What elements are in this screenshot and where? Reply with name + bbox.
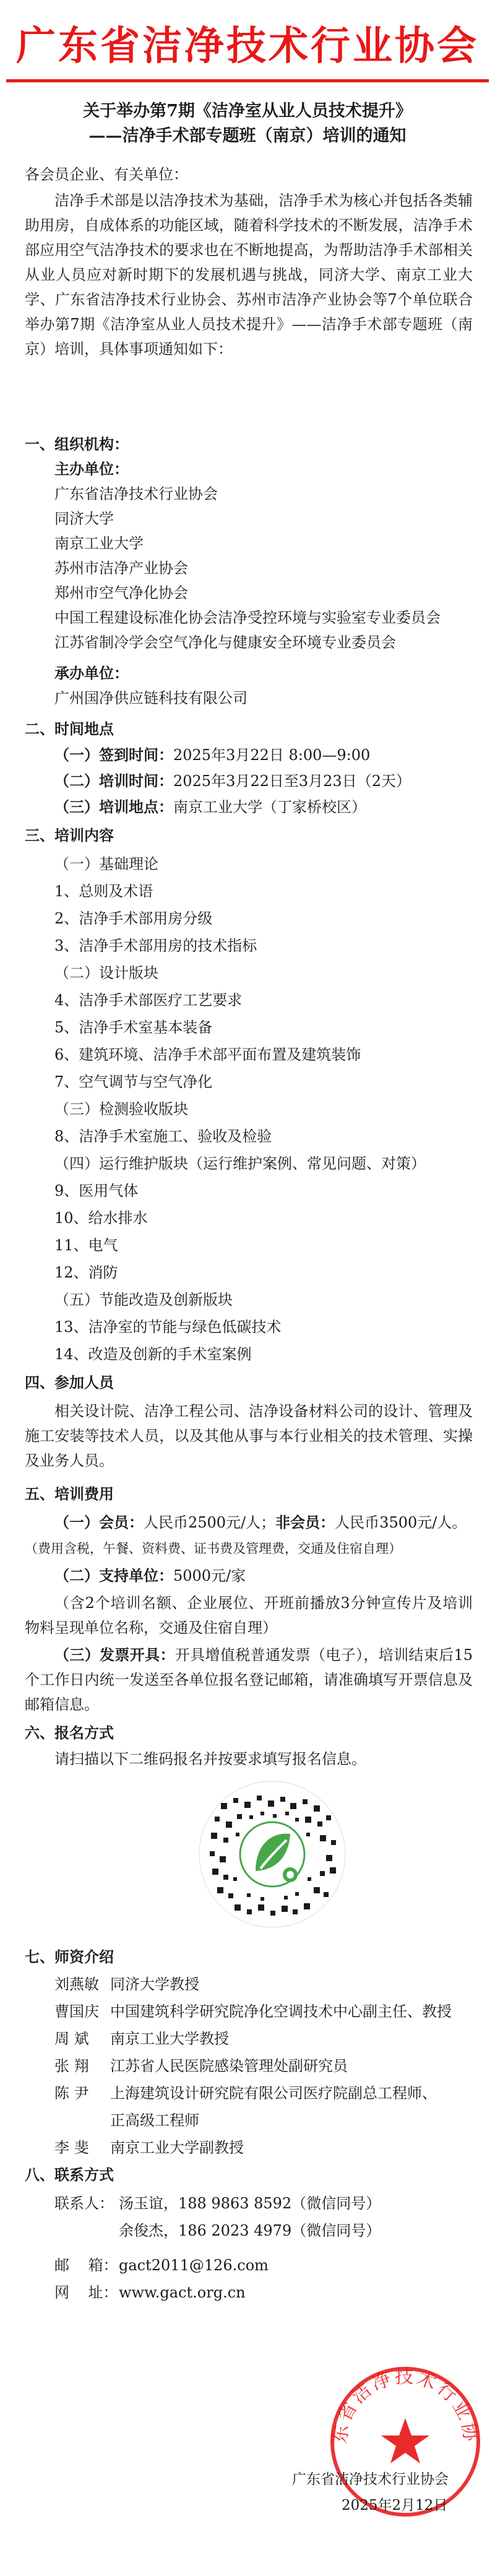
content-line: 5、洁净手术室基本装备 xyxy=(54,1019,213,1036)
host-item: 郑州市空气净化协会 xyxy=(54,584,188,602)
teacher-row xyxy=(54,2054,348,2078)
section6-heading: 六、报名方式 xyxy=(25,1724,114,1742)
content-line: 4、洁净手术部医疗工艺要求 xyxy=(54,992,243,1009)
support-label: （二）支持单位： xyxy=(54,1567,173,1584)
teacher-row xyxy=(54,1999,452,2024)
invoice-text: 开具增值税普通发票（电子），培训结束后15个工作日内统一发送至各单位报名登记邮箱，请准确填写开票信息及邮箱信息。 xyxy=(25,1646,473,1713)
host-item: 南京工业大学 xyxy=(54,535,144,552)
support-line xyxy=(54,1563,246,1588)
content-line: 13、洁净室的节能与绿色低碳技术 xyxy=(54,1318,282,1336)
section7-heading: 七、师资介绍 xyxy=(25,1948,114,1966)
content-line: （五）节能改造及创新版块 xyxy=(54,1291,233,1308)
fee-member-label: （一）会员： xyxy=(54,1513,144,1531)
content-line: 7、空气调节与空气净化 xyxy=(54,1073,213,1091)
content-line: 14、改造及创新的手术室案例 xyxy=(54,1346,252,1363)
email-link[interactable]: gact2011@126.com xyxy=(119,2257,269,2274)
organizer-label: 承办单位： xyxy=(54,664,129,682)
email-row xyxy=(54,2253,269,2278)
seal-ring-text: 东省洁净技术行业协 xyxy=(329,2366,482,2445)
letterhead xyxy=(0,0,495,87)
content-line: 8、洁净手术室施工、验收及检验 xyxy=(54,1128,272,1145)
website-link[interactable]: www.gact.org.cn xyxy=(119,2284,246,2301)
teacher-desc: 南京工业大学教授 xyxy=(110,2030,229,2047)
host-item: 江苏省制冷学会空气净化与健康安全环境专业委员会 xyxy=(54,634,396,651)
section1-heading: 一、组织机构： xyxy=(25,435,129,453)
content-line: 6、建筑环境、洁净手术部平面布置及建筑装饰 xyxy=(54,1046,361,1063)
teacher-desc: 江苏省人民医院感染管理处副研究员 xyxy=(110,2057,348,2075)
content-line: （四）运行维护版块（运行维护案例、常见问题、对策） xyxy=(54,1155,426,1172)
teacher-name: 李 斐 xyxy=(54,2139,89,2156)
teacher-name: 曹国庆 xyxy=(54,2003,99,2020)
teacher-desc: 中国建筑科学研究院净化空调技术中心副主任、教授 xyxy=(110,2003,452,2020)
checkin-label: （一）签到时间： xyxy=(54,746,173,764)
notice-title-line1: 关于举办第7期《洁净室从业人员技术提升》 xyxy=(83,102,412,121)
teacher-desc: 同济大学教授 xyxy=(110,1976,199,1993)
notice-title-line2: ——洁净手术部专题班（南京）培训的通知 xyxy=(88,126,407,145)
signature-org: 广东省洁净技术行业协会 xyxy=(292,2471,449,2487)
teacher-name: 陈 尹 xyxy=(54,2085,89,2102)
section4-heading: 四、参加人员 xyxy=(25,1373,114,1391)
host-item: 苏州市洁净产业协会 xyxy=(54,560,188,577)
section2-heading: 二、时间地点 xyxy=(25,720,114,738)
signup-qr-code[interactable] xyxy=(196,1778,348,1930)
training-time xyxy=(54,769,411,793)
content-line: （二）设计版块 xyxy=(54,964,158,982)
fee-nonmember-value: 人民币3500元/人。 xyxy=(335,1514,467,1531)
host-item: 同济大学 xyxy=(54,510,114,527)
teacher-desc: 南京工业大学副教授 xyxy=(110,2139,244,2156)
signup-instruction: 请扫描以下二维码报名并按要求填写报名信息。 xyxy=(54,1750,366,1768)
host-item: 广东省洁净技术行业协会 xyxy=(54,485,218,503)
fee-member-value: 人民币2500元/人； xyxy=(144,1514,276,1531)
section5-heading: 五、培训费用 xyxy=(25,1485,114,1503)
content-line: 12、消防 xyxy=(54,1264,118,1281)
teacher-row xyxy=(54,1972,199,1997)
teacher-name: 张 翔 xyxy=(54,2057,89,2075)
fee-nonmember-label: 非会员： xyxy=(275,1513,335,1531)
content-line: 1、总则及术语 xyxy=(54,883,153,900)
content-line: 3、洁净手术部用房的技术指标 xyxy=(54,937,257,954)
teacher-desc: 正高级工程师 xyxy=(110,2112,199,2129)
teacher-row xyxy=(54,2135,244,2160)
training-time-value: 2025年3月22日至3月23日（2天） xyxy=(173,772,411,790)
training-location xyxy=(54,795,366,819)
contact-row xyxy=(54,2191,381,2216)
content-line: 2、洁净手术部用房分级 xyxy=(54,910,213,927)
org-title: 广东省洁净技术行业协会 xyxy=(16,24,479,69)
contact-person: 余俊杰，186 2023 4979（微信同号） xyxy=(119,2222,381,2239)
training-time-label: （二）培训时间： xyxy=(54,772,173,790)
checkin-time xyxy=(54,743,370,767)
teacher-desc: 上海建筑设计研究院有限公司医疗院副总工程师、 xyxy=(110,2085,437,2102)
section3-heading: 三、培训内容 xyxy=(25,826,114,844)
host-item: 中国工程建设标准化协会洁净受控环境与实验室专业委员会 xyxy=(54,609,441,626)
support-note: （含2个培训名额、企业展位、开班前播放3分钟宣传片及培训物料呈现单位名称，交通及住宿自理） xyxy=(25,1594,473,1636)
invoice-label: （三）发票开具： xyxy=(54,1646,175,1664)
teacher-name: 周 斌 xyxy=(54,2030,89,2047)
fee-member-line xyxy=(54,1510,467,1535)
checkin-value: 2025年3月22日 8:00—9:00 xyxy=(173,746,371,764)
content-line: 11、电气 xyxy=(54,1237,118,1254)
training-location-value: 南京工业大学（丁家桥校区） xyxy=(173,798,366,816)
website-row xyxy=(54,2280,246,2305)
content-line: 10、给水排水 xyxy=(54,1209,148,1227)
training-location-label: （三）培训地点： xyxy=(54,798,173,816)
header-divider xyxy=(6,79,489,82)
website-label: 网 址： xyxy=(54,2284,118,2301)
fee-note: （费用含税，午餐、资料费、证书费及管理费，交通及住宿自理） xyxy=(25,1541,402,1556)
email-label: 邮 箱： xyxy=(54,2257,118,2274)
section8-heading: 八、联系方式 xyxy=(25,2166,114,2184)
content-line: （一）基础理论 xyxy=(54,855,158,873)
organizer-name: 广州国净供应链科技有限公司 xyxy=(54,689,248,707)
signature-date: 2025年2月12日 xyxy=(342,2497,448,2513)
support-value: 5000元/家 xyxy=(173,1567,246,1584)
contact-label: 联系人： xyxy=(54,2195,114,2212)
svg-text:广东省洁净技术行业协会 xyxy=(316,2349,481,2445)
teacher-row xyxy=(54,2108,199,2133)
host-label: 主办单位： xyxy=(54,460,129,478)
invoice-paragraph xyxy=(25,1643,473,1717)
content-line: （三）检测验收版块 xyxy=(54,1100,188,1118)
contact-person: 汤玉谊，188 9863 8592（微信同号） xyxy=(119,2195,381,2212)
greeting: 各会员企业、有关单位： xyxy=(25,166,188,183)
teacher-name: 刘燕敏 xyxy=(54,1976,99,1993)
teacher-row xyxy=(54,2081,437,2106)
intro-paragraph: 洁净手术部是以洁净技术为基础，洁净手术为核心并包括各类辅助用房，自成体系的功能区域，随着科学技术的不断发展，洁净手术部应用空气洁净技术的要求也在不断地提高，为帮助洁净手术部相关从业人员应对新时期下的发展机遇与挑战，同济大学、南京工业大学、广东省洁净技术行业协会、苏州市洁净产业协会等7个单位联合举办第7期《洁净室从业人员技术提升》——洁净手术部专题班（南京）培训，具体事项通知如下： xyxy=(25,192,473,358)
teacher-row xyxy=(54,2026,229,2051)
content-line: 9、医用气体 xyxy=(54,1182,139,1199)
participants-paragraph: 相关设计院、洁净工程公司、洁净设备材料公司的设计、管理及施工安装等技术人员，以及其他从事与本行业相关的技术管理、实操及业务人员。 xyxy=(25,1403,473,1469)
